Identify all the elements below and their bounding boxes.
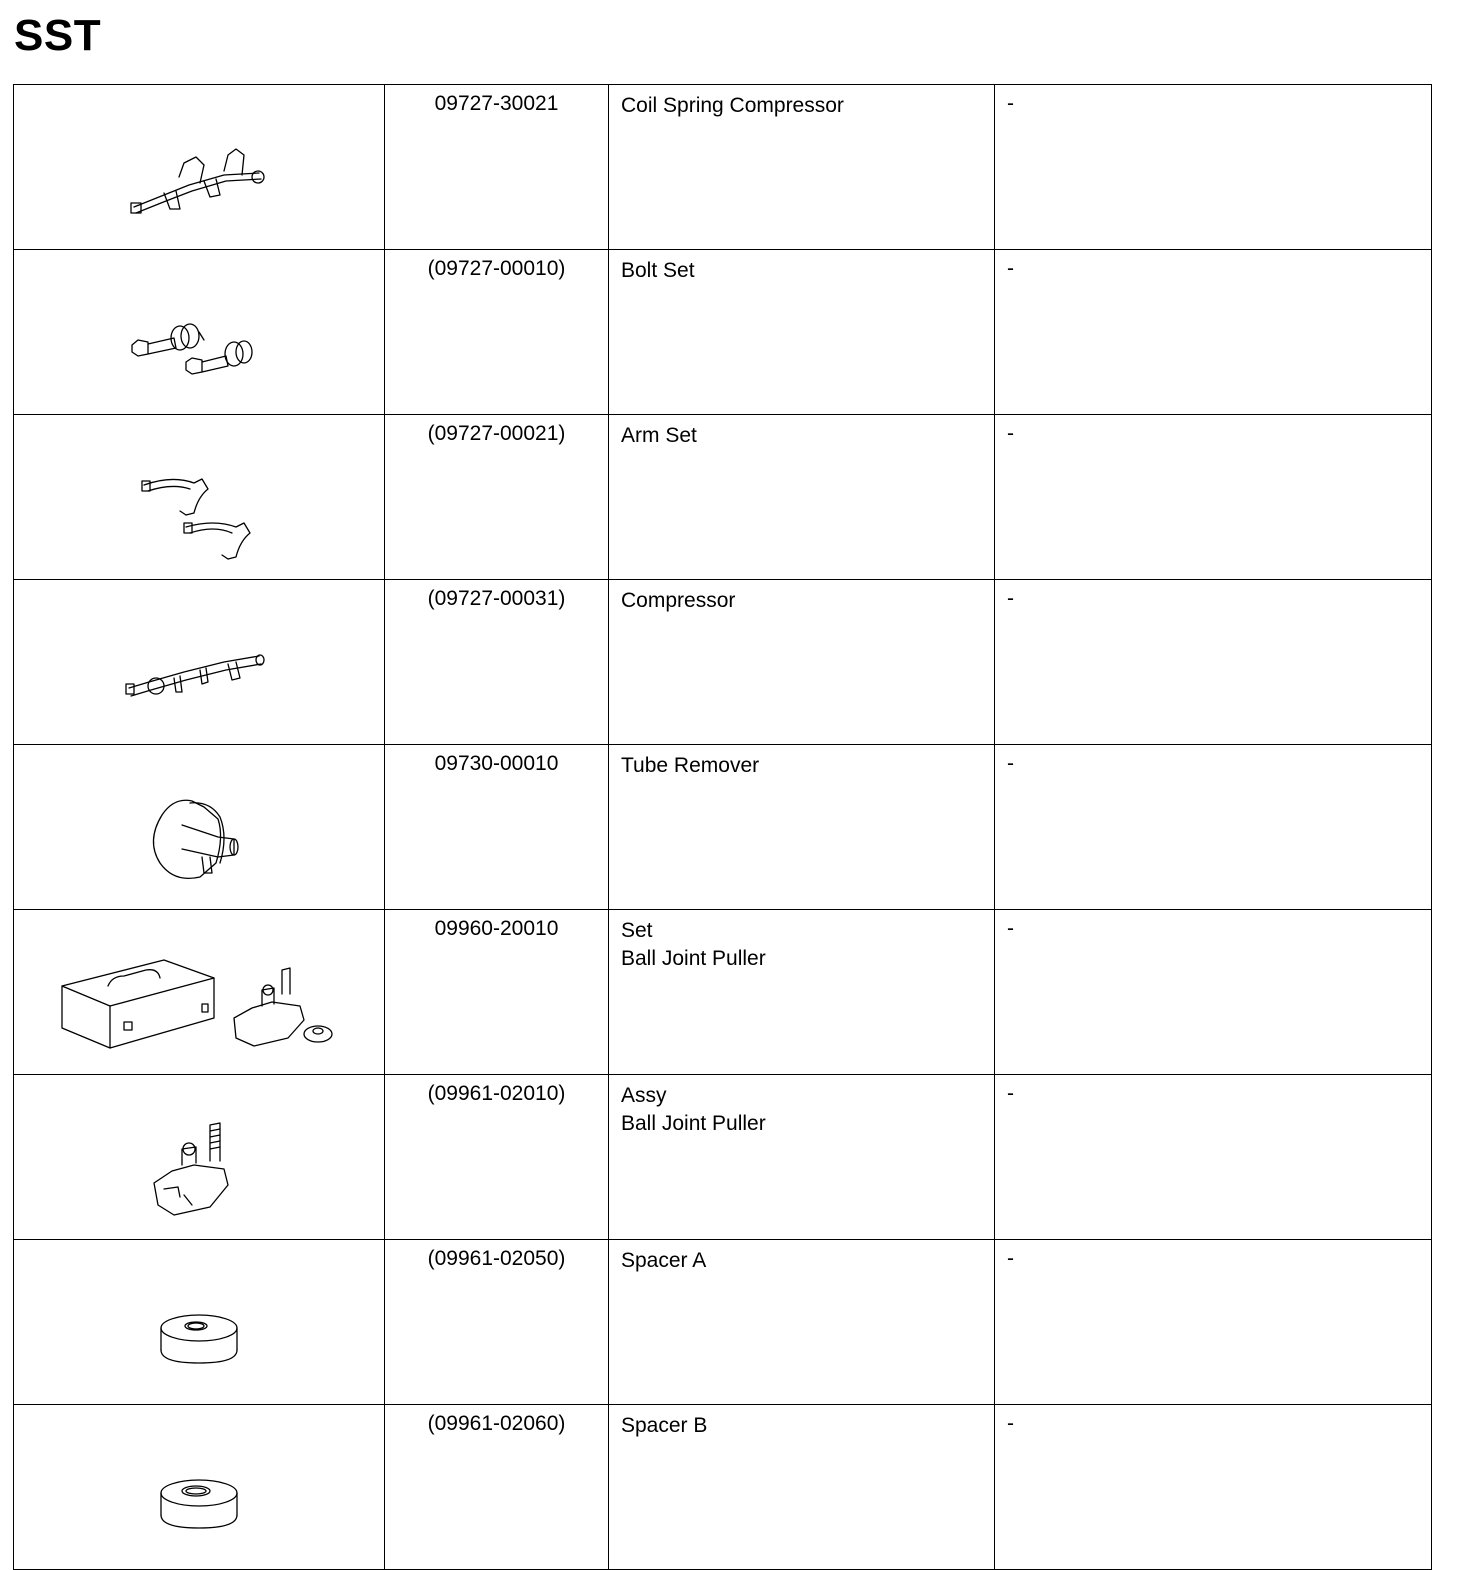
part-note: - [995, 85, 1432, 250]
sst-table [13, 84, 1432, 1570]
part-name: Arm Set [609, 415, 995, 580]
part-name: Compressor [609, 580, 995, 745]
tool-image-cell [14, 580, 385, 745]
table-row [14, 85, 1432, 250]
tool-image-cell [14, 1405, 385, 1570]
part-number: (09961-02050) [385, 1240, 609, 1405]
part-note: - [995, 910, 1432, 1075]
part-number: 09960-20010 [385, 910, 609, 1075]
page-title: SST [14, 11, 102, 60]
part-number: (09961-02060) [385, 1405, 609, 1570]
tool-image-cell [14, 1075, 385, 1240]
table-row [14, 910, 1432, 1075]
part-name: Spacer A [609, 1240, 995, 1405]
part-note: - [995, 250, 1432, 415]
tool-image-cell [14, 1240, 385, 1405]
tool-image-cell [14, 745, 385, 910]
tool-image-cell [14, 85, 385, 250]
table-row [14, 415, 1432, 580]
ball-joint-puller-set-icon [14, 910, 385, 1070]
table-row [14, 250, 1432, 415]
table-row [14, 580, 1432, 745]
part-name: Coil Spring Compressor [609, 85, 995, 250]
part-note: - [995, 1075, 1432, 1240]
part-number: (09727-00031) [385, 580, 609, 745]
table-row [14, 745, 1432, 910]
ball-joint-puller-assy-icon [14, 1075, 385, 1235]
part-name: Set Ball Joint Puller [609, 910, 995, 1075]
table-row [14, 1405, 1432, 1570]
compressor-icon [14, 580, 385, 740]
tool-image-cell [14, 910, 385, 1075]
tool-image-cell [14, 415, 385, 580]
table-row [14, 1240, 1432, 1405]
coil-spring-compressor-icon [14, 85, 385, 245]
part-note: - [995, 415, 1432, 580]
part-name: Assy Ball Joint Puller [609, 1075, 995, 1240]
bolt-set-icon [14, 250, 385, 410]
tube-remover-icon [14, 745, 385, 905]
spacer-b-icon [14, 1405, 385, 1565]
part-note: - [995, 580, 1432, 745]
part-number: (09727-00021) [385, 415, 609, 580]
part-name: Bolt Set [609, 250, 995, 415]
part-name: Tube Remover [609, 745, 995, 910]
part-number: (09961-02010) [385, 1075, 609, 1240]
part-name: Spacer B [609, 1405, 995, 1570]
part-note: - [995, 1405, 1432, 1570]
arm-set-icon [14, 415, 385, 575]
part-note: - [995, 1240, 1432, 1405]
part-number: 09730-00010 [385, 745, 609, 910]
tool-image-cell [14, 250, 385, 415]
spacer-a-icon [14, 1240, 385, 1400]
part-number: (09727-00010) [385, 250, 609, 415]
table-row [14, 1075, 1432, 1240]
part-note: - [995, 745, 1432, 910]
part-number: 09727-30021 [385, 85, 609, 250]
